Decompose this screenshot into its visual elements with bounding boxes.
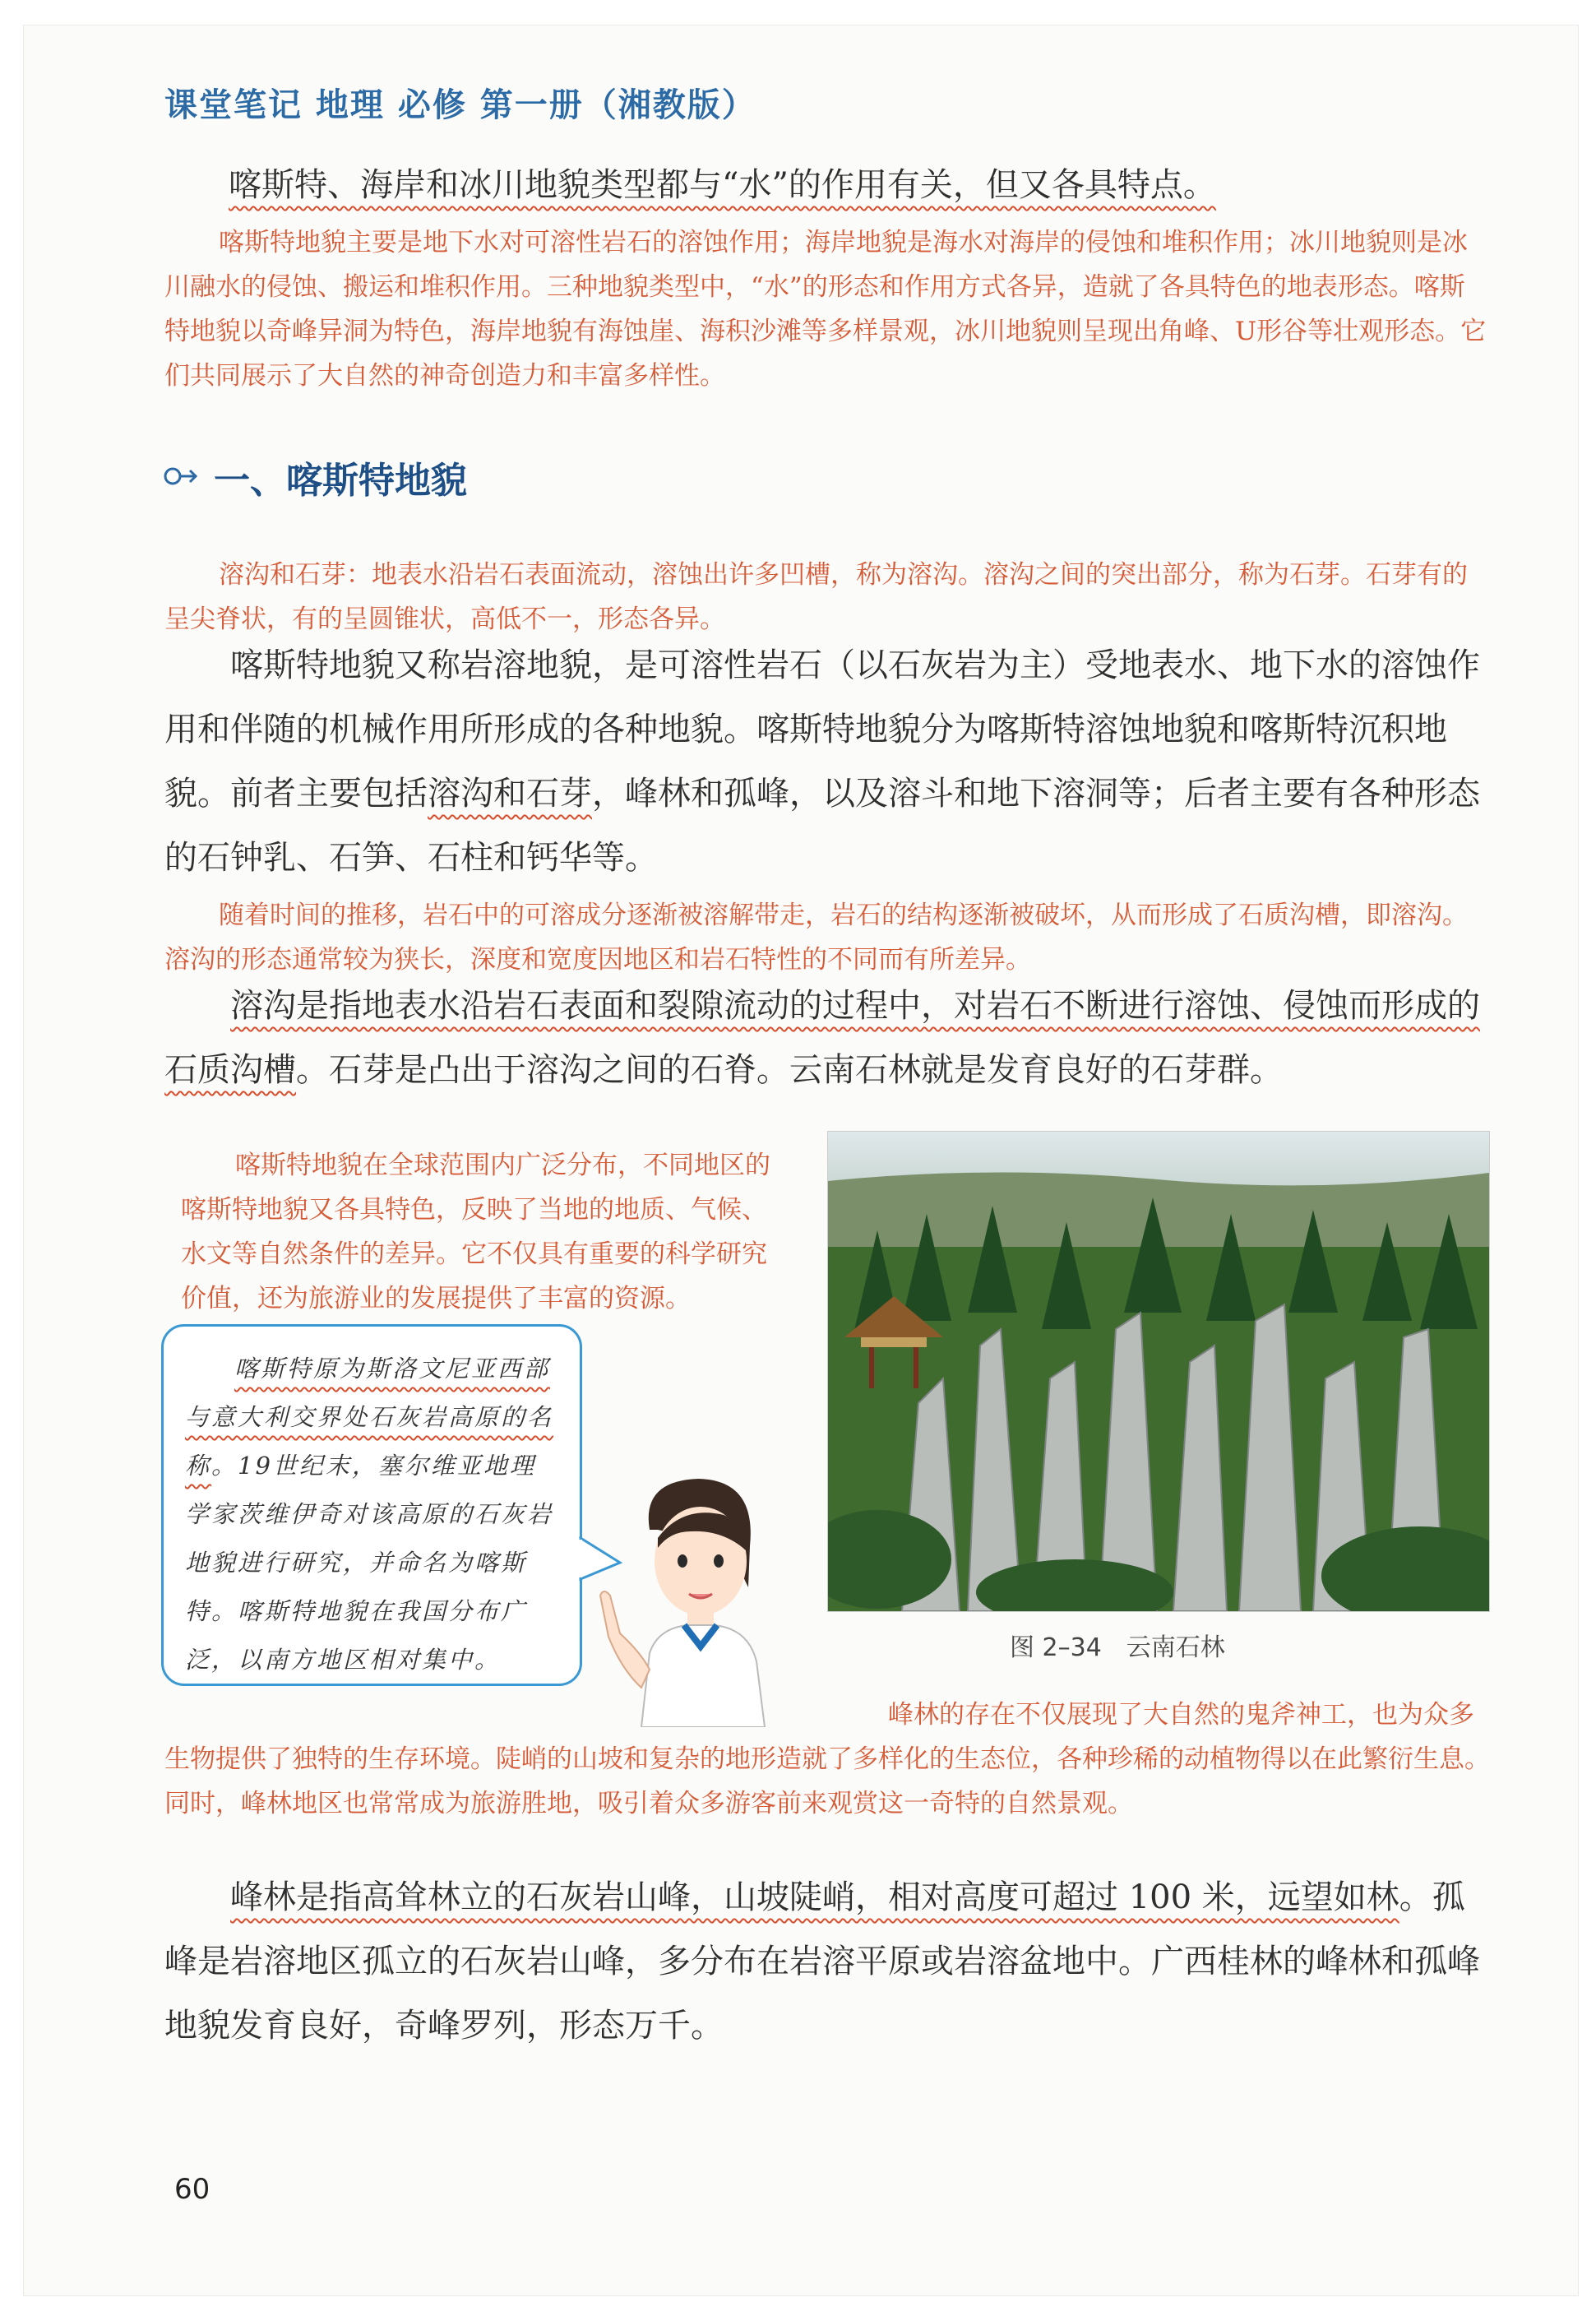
intro-sentence (229, 153, 1495, 217)
speech-bubble (161, 1324, 582, 1686)
paragraph-rongou-text: 。石芽是凸出于溶沟之间的石脊。云南石林就是发育良好的石芽群。 (296, 1051, 1283, 1089)
note-karst-distribution: 喀斯特地貌在全球范围内广泛分布，不同地区的喀斯特地貌又各具特色，反映了当地的地质、气候、水文等自然条件的差异。它不仅具有重要的科学研究价值，还为旅游业的发展提供了丰富的资源。 (181, 1151, 770, 1313)
page-number: 60 (174, 2173, 210, 2206)
bubble-body: 。19世纪末，塞尔维亚地理学家茨维伊奇对该高原的石灰岩地貌进行研究，并命名为喀斯特。喀斯特地貌在我国分布广泛，以南方地区相对集中。 (185, 1452, 554, 1674)
section-title: 一、喀斯特地貌 (214, 460, 467, 502)
stone-forest-photo (827, 1131, 1490, 1612)
figure-caption: 图 2–34 云南石林 (1010, 1633, 1225, 1662)
running-header: 课堂笔记 地理 必修 第一册（湘教版） (164, 86, 756, 124)
note-rongou-formation: 随着时间的推移，岩石中的可溶成分逐渐被溶解带走，岩石的结构逐渐被破坏，从而形成了石质沟槽，即溶沟。溶沟的形态通常较为狭长，深度和宽度因地区和岩石特性的不同而有所差异。 (164, 901, 1468, 975)
paragraph-karst-text-b: ，峰林和孤峰，以及溶斗和地下溶洞等；后者主要有各种形态的石钟乳、石笋、石柱和钙华等。 (164, 775, 1480, 877)
intro-note: 喀斯特地貌主要是地下水对可溶性岩石的溶蚀作用；海岸地貌是海水对海岸的侵蚀和堆积作用；冰川地貌则是冰川融水的侵蚀、搬运和堆积作用。三种地貌类型中，“水”的形态和作用方式各异，造就了各具特色的地表形态。喀斯特地貌以奇峰异洞为特色，海岸地貌有海蚀崖、海积沙滩等多样景观，冰川地貌则呈现出角峰、U形谷等壮观形态。它们共同展示了大自然的神奇创造力和丰富多样性。 (164, 228, 1487, 391)
paragraph-fenglin-text: 。孤峰是岩溶地区孤立的石灰岩山峰，多分布在岩溶平原或岩溶盆地中。广西桂林的峰林和孤峰地貌发育良好，奇峰罗列，形态万千。 (164, 1878, 1480, 2045)
girl-illustration (592, 1472, 789, 1727)
paragraph-fenglin-definition (164, 1865, 1490, 2058)
section-heading (163, 451, 467, 503)
note-fenglin: 峰林的存在不仅展现了大自然的鬼斧神工，也为众多生物提供了独特的生存环境。陡峭的山坡和复杂的地形造就了多样化的生态位，各种珍稀的动植物得以在此繁衍生息。同时，峰林地区也常常成为旅游胜地，吸引着众多游客前来观赏这一奇特的自然景观。 (164, 1700, 1490, 1818)
highlight-rongou-definition: 溶沟是指地表水沿岩石表面和裂隙流动的过程中，对岩石不断进行溶蚀、侵蚀而形成的石质沟槽 (164, 987, 1480, 1089)
highlight-fenglin: 峰林是指高耸林立的石灰岩山峰，山坡陡峭，相对高度可超过 100 米，远望如林 (230, 1878, 1399, 1916)
paragraph-rongou-definition (164, 974, 1490, 1102)
highlight-rongou-shiya: 溶沟和石芽 (428, 775, 592, 813)
bubble-text (185, 1345, 558, 1684)
bubble-highlight: 喀斯特原为斯洛文尼亚西部与意大利交界处石灰岩高原的名称 (185, 1355, 554, 1480)
intro-sentence-text: 喀斯特、海岸和冰川地貌类型都与“水”的作用有关，但又各具特点。 (229, 166, 1216, 204)
paragraph-karst-definition (164, 633, 1490, 890)
note-rongou-shiya: 溶沟和石芽：地表水沿岩石表面流动，溶蚀出许多凹槽，称为溶沟。溶沟之间的突出部分，称为石芽。石芽有的呈尖脊状，有的呈圆锥状，高低不一，形态各异。 (164, 560, 1468, 634)
bullet-arrow-icon (163, 459, 199, 495)
paragraph-karst-text-a: 喀斯特地貌又称岩溶地貌，是可溶性岩石（以石灰岩为主）受地表水、地下水的溶蚀作用和伴随的机械作用所形成的各种地貌。喀斯特地貌分为喀斯特溶蚀地貌和喀斯特沉积地貌。前者主要包括 (164, 646, 1480, 813)
